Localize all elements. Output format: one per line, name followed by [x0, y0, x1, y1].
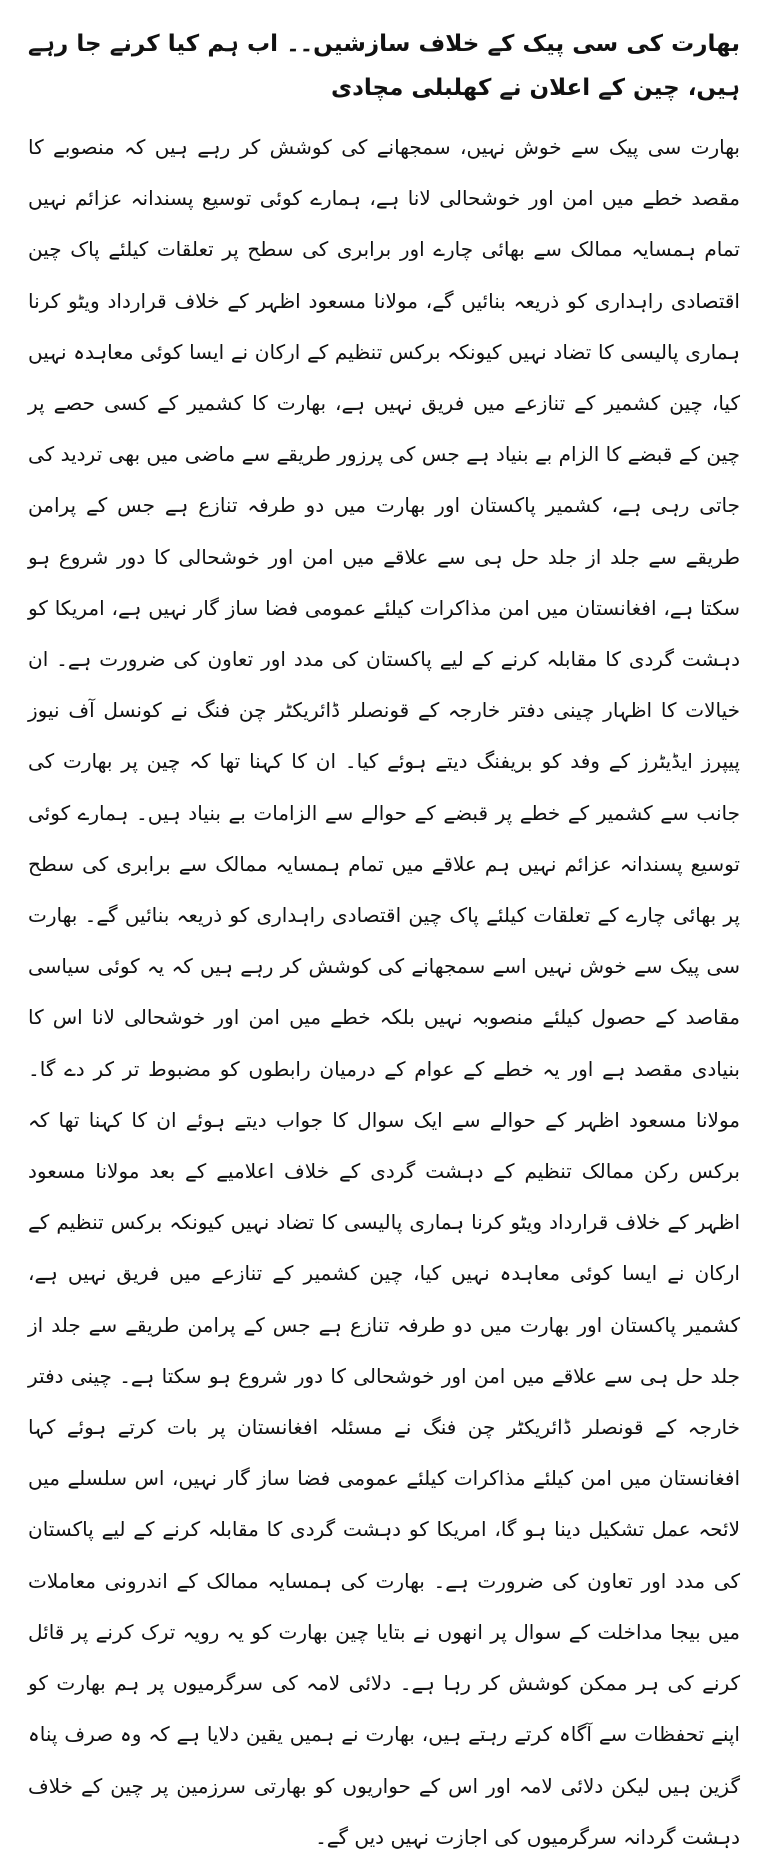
- article-headline: بھارت کی سی پیک کے خلاف سازشیں۔۔ اب ہم کیا کرنے جا رہے ہیں، چین کے اعلان نے کھلبلی مچادی: [28, 31, 740, 101]
- article-body: بھارت سی پیک سے خوش نہیں، سمجھانے کی کوشش کر رہے ہیں کہ منصوبے کا مقصد خطے میں امن اور خوشحالی لانا ہے، ہمارے کوئی توسیع پسندانہ عزائم نہیں تمام ہمسایہ ممالک سے بھائی چارے اور برابری کی سطح پر تعلقات کیلئے پاک چین اقتصادی راہداری کو ذریعہ بنائیں گے، مولانا مسعود اظہر کے خلاف قرارداد ویٹو کرنا ہماری پالیسی کا تضاد نہیں کیونکہ برکس تنظیم کے ارکان نے ایسا کوئی معاہدہ نہیں کیا، چین کشمیر کے تنازعے میں فریق نہیں ہے، بھارت کا کشمیر کے کسی حصے پر چین کے قبضے کا الزام بے بنیاد ہے جس کی پرزور طریقے سے ماضی میں بھی تردید کی جاتی رہی ہے، کشمیر پاکستان اور بھارت میں دو طرفہ تنازع ہے جس کے پرامن طریقے سے جلد از جلد حل ہی سے علاقے میں امن اور خوشحالی کا دور شروع ہو سکتا ہے، افغانستان میں امن مذاکرات کیلئے عمومی فضا ساز گار نہیں ہے، امریکا کو دہشت گردی کا مقابلہ کرنے کے لیے پاکستان کی مدد اور تعاون کی ضرورت ہے۔ ان خیالات کا اظہار چینی دفتر خارجہ کے قونصلر ڈائریکٹر چن فنگ نے کونسل آف نیوز پیپرز ایڈیٹرز کے وفد کو بریفنگ دیتے ہوئے کیا۔ ان کا کہنا تھا کہ چین پر بھارت کی جانب سے کشمیر کے خطے پر قبضے کے حوالے سے الزامات بے بنیاد ہیں۔ ہمارے کوئی توسیع پسندانہ عزائم نہیں ہم علاقے میں تمام ہمسایہ ممالک سے برابری کی سطح پر بھائی چارے کے تعلقات کیلئے پاک چین اقتصادی راہداری کو ذریعہ بنائیں گے۔ بھارت سی پیک سے خوش نہیں اسے سمجھانے کی کوشش کر رہے ہیں کہ یہ کوئی سیاسی مقاصد کے حصول کیلئے منصوبہ نہیں بلکہ خطے میں امن اور خوشحالی لانا اس کا بنیادی مقصد ہے اور یہ خطے کے عوام کے درمیان رابطوں کو مضبوط تر کر دے گا۔ مولانا مسعود اظہر کے حوالے سے ایک سوال کا جواب دیتے ہوئے ان کا کہنا تھا کہ برکس رکن ممالک تنظیم کے دہشت گردی کے خلاف اعلامیے کے بعد مولانا مسعود اظہر کے خلاف قرارداد ویٹو کرنا ہماری پالیسی کا تضاد نہیں کیونکہ برکس تنظیم کے ارکان نے ایسا کوئی معاہدہ نہیں کیا، چین کشمیر کے تنازعے میں فریق نہیں ہے، کشمیر پاکستان اور بھارت میں دو طرفہ تنازع ہے جس کے پرامن طریقے سے جلد از جلد حل ہی سے علاقے میں امن اور خوشحالی کا دور شروع ہو سکتا ہے۔ چینی دفتر خارجہ کے قونصلر ڈائریکٹر چن فنگ نے مسئلہ افغانستان پر بات کرتے ہوئے کہا افغانستان میں امن کیلئے مذاکرات کیلئے عمومی فضا ساز گار نہیں، اس سلسلے میں لائحہ عمل تشکیل دینا ہو گا، امریکا کو دہشت گردی کا مقابلہ کرنے کے لیے پاکستان کی مدد اور تعاون کی ضرورت ہے۔ بھارت کی ہمسایہ ممالک کے اندرونی معاملات میں بیجا مداخلت کے سوال پر انھوں نے بتایا چین بھارت کو یہ رویہ ترک کرنے پر قائل کرنے کی ہر ممکن کوشش کر رہا ہے۔ دلائی لامہ کی سرگرمیوں پر ہم بھارت کو اپنے تحفظات سے آگاہ کرتے رہتے ہیں، بھارت نے ہمیں یقین دلایا ہے کہ وہ صرف پناہ گزین ہیں لیکن دلائی لامہ اور اس کے حواریوں کو بھارتی سرزمین پر چین کے خلاف دہشت گردانہ سرگرمیوں کی اجازت نہیں دیں گے۔: [28, 135, 741, 1849]
